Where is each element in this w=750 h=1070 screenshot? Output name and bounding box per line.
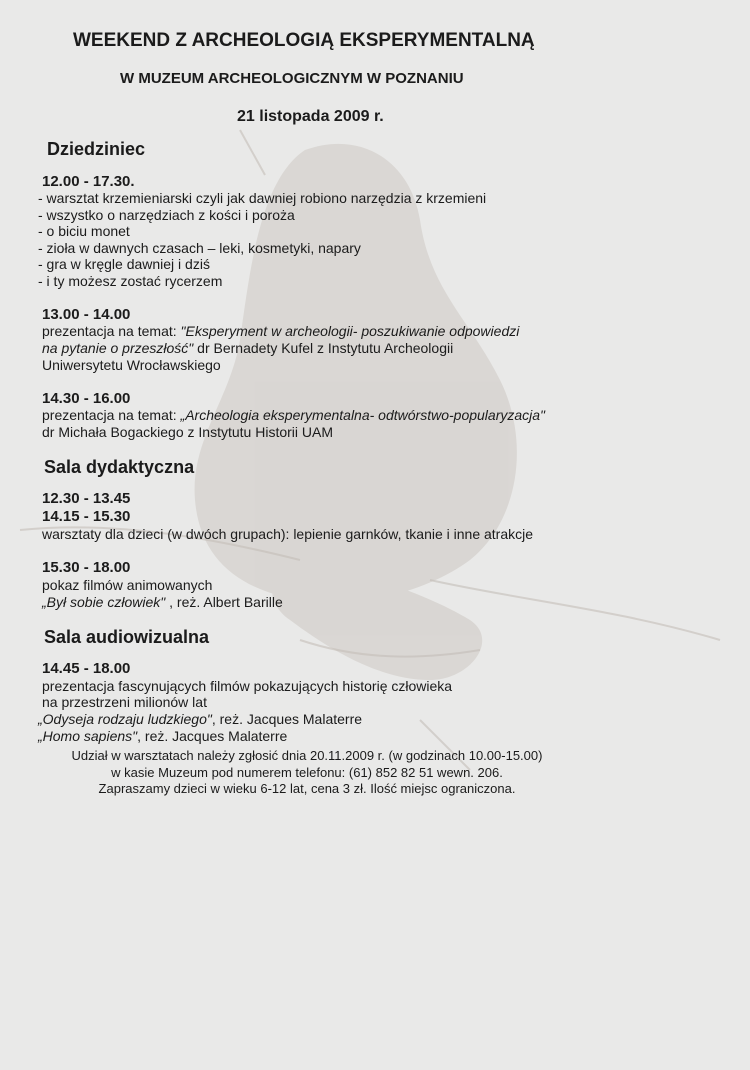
presentation-line — [42, 340, 453, 357]
list-item: - o biciu monet — [38, 223, 130, 240]
list-item: - i ty możesz zostać rycerzem — [38, 272, 223, 289]
screening-description: prezentacja fascynujących filmów pokazujących historię człowieka — [42, 678, 453, 694]
list-item: - gra w kręgle dawniej i dziś — [38, 256, 210, 273]
list-item: - wszystko o narzędziach z kości i poroża — [38, 206, 295, 223]
time-slot: 12.00 - 17.30. — [42, 173, 135, 190]
presentation-prefix: prezentacja na temat: — [42, 407, 181, 423]
film-title: „Był sobie człowiek" — [42, 594, 166, 610]
section-heading-didactic: Sala dydaktyczna — [44, 457, 195, 477]
footer-line: Udział w warsztatach należy zgłosić dnia 20.11.2009 r. (w godzinach 10.00-15.00) — [71, 748, 543, 763]
time-slot: 12.30 - 13.45 — [42, 490, 131, 507]
event-date: 21 listopada 2009 r. — [237, 108, 384, 125]
presentation-prefix: prezentacja na temat: — [42, 323, 181, 339]
page-title: WEEKEND Z ARCHEOLOGIĄ EKSPERYMENTALNĄ — [73, 30, 535, 51]
list-item: - warsztat krzemieniarski czyli jak dawniej robiono narzędzia z krzemieni — [38, 190, 487, 206]
screening-description: pokaz filmów animowanych — [42, 577, 213, 593]
presenter-affiliation: Uniwersytetu Wrocławskiego — [42, 357, 221, 373]
list-item: - zioła w dawnych czasach – leki, kosmetyki, napary — [38, 239, 361, 256]
footer-line: Zapraszamy dzieci w wieku 6-12 lat, cena 3 zł. Ilość miejsc ograniczona. — [98, 781, 516, 796]
section-heading-audiovisual: Sala audiowizualna — [44, 627, 210, 647]
footer-line: w kasie Muzeum pod numerem telefonu: (61) 852 82 51 wewn. 206. — [111, 764, 503, 780]
time-slot: 14.15 - 15.30 — [42, 508, 131, 525]
screening-description: na przestrzeni milionów lat — [42, 694, 207, 710]
activity-list — [38, 190, 486, 290]
film-title-line — [42, 594, 283, 611]
presenter: dr Michała Bogackiego z Instytutu Historii UAM — [42, 424, 333, 440]
film-director: , reż. Albert Barille — [165, 594, 283, 610]
presenter: dr Bernadety Kufel z Instytutu Archeologii — [193, 340, 454, 356]
presentation-line — [42, 407, 545, 424]
page-subtitle: W MUZEUM ARCHEOLOGICZNYM W POZNANIU — [120, 70, 464, 87]
presentation-line — [42, 323, 519, 340]
time-slot: 13.00 - 14.00 — [42, 306, 131, 323]
section-heading-courtyard: Dziedziniec — [47, 139, 146, 159]
film-title: „Odyseja rodzaju ludzkiego" — [38, 711, 212, 727]
time-slot: 14.30 - 16.00 — [42, 390, 131, 407]
presentation-title: „Archeologia eksperymentalna- odtwórstwo-popularyzacja" — [180, 407, 546, 423]
time-slot: 14.45 - 18.00 — [42, 660, 131, 677]
film-title-line — [38, 711, 362, 728]
presentation-title: "Eksperyment w archeologii- poszukiwanie odpowiedzi — [180, 323, 520, 339]
film-title-line — [38, 728, 287, 745]
workshop-description: warsztaty dla dzieci (w dwóch grupach): lepienie garnków, tkanie i inne atrakcje — [42, 526, 534, 542]
time-slot: 15.30 - 18.00 — [42, 559, 131, 576]
registration-info — [0, 748, 614, 798]
presentation-title: na pytanie o przeszłość" — [42, 340, 194, 356]
film-director: , reż. Jacques Malaterre — [211, 711, 363, 727]
film-director: , reż. Jacques Malaterre — [137, 728, 288, 744]
film-title: „Homo sapiens" — [38, 728, 138, 744]
